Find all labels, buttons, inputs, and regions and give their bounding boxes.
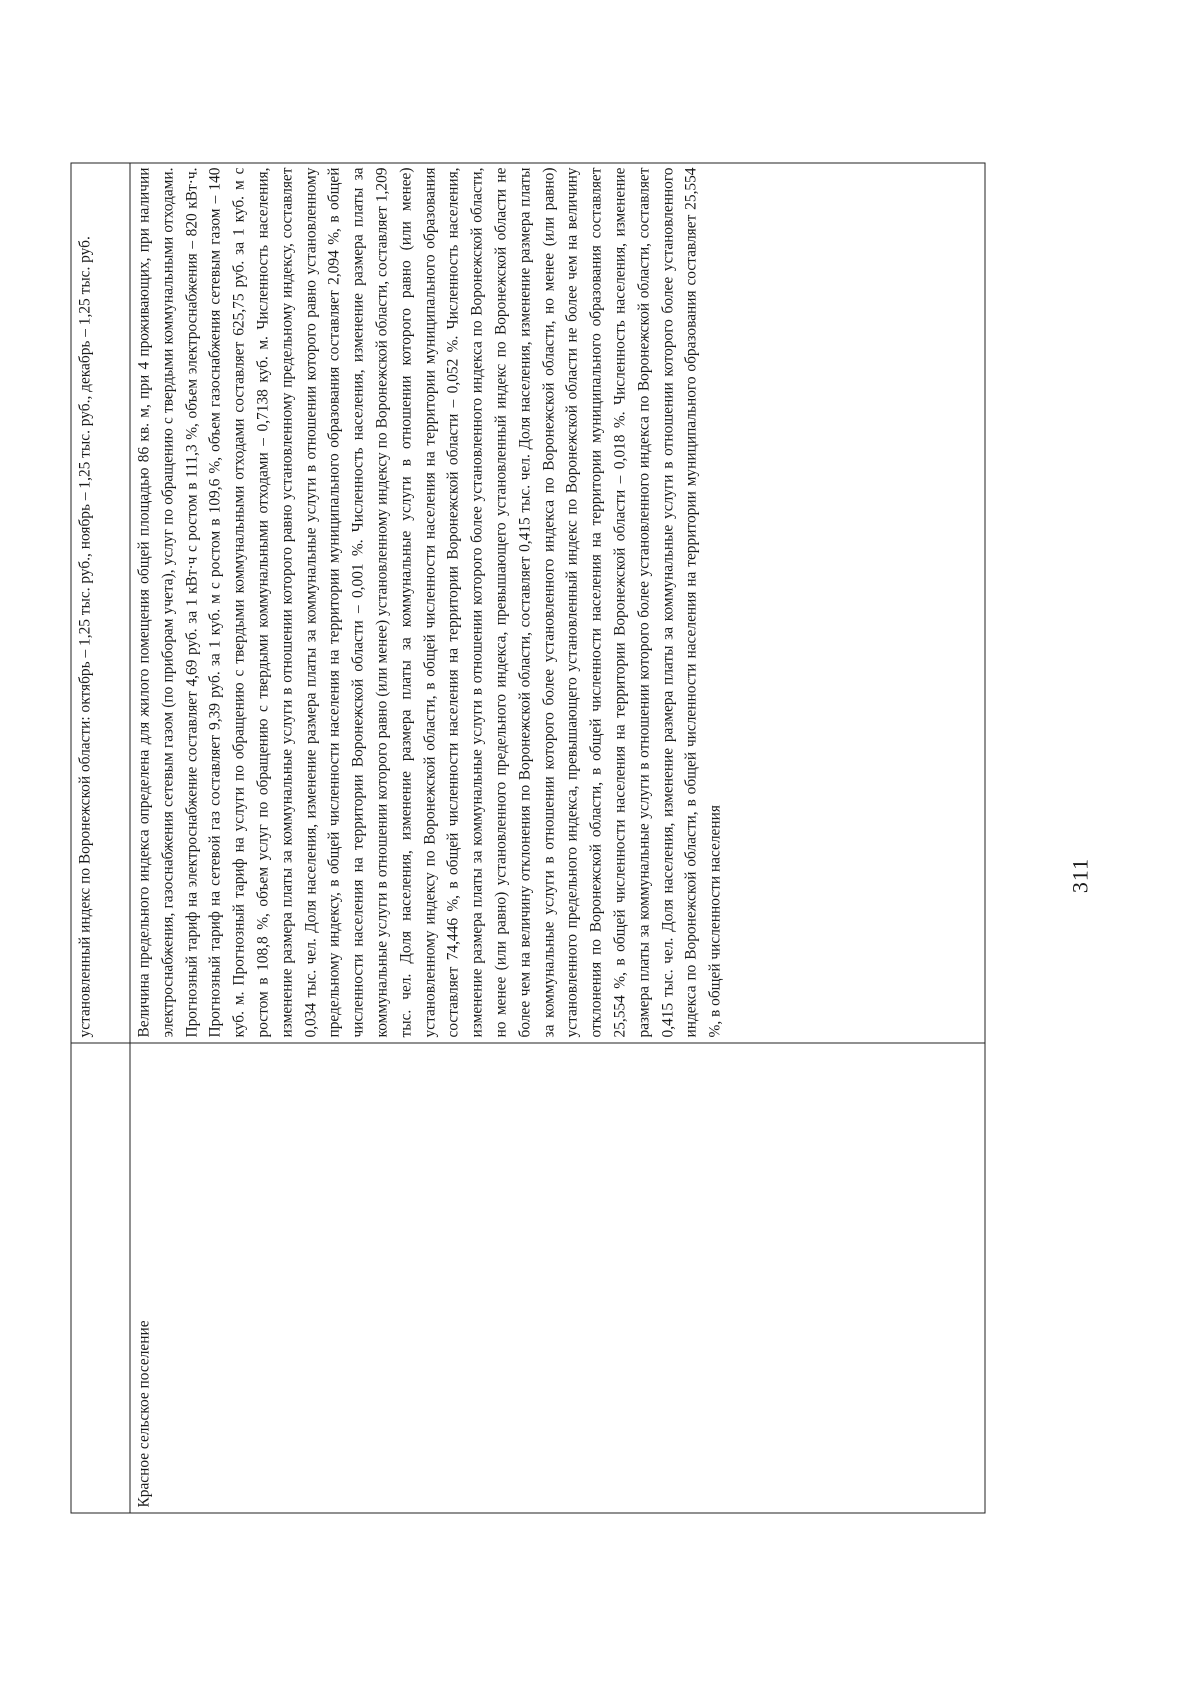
page-number: 311 [1067, 857, 1093, 894]
table-row [130, 163, 985, 1513]
settlement-cell: Красное сельское поселение [130, 1043, 985, 1513]
document-table [71, 163, 986, 1514]
settlement-cell [71, 1043, 130, 1513]
description-cell: Величина предельного индекса определена для жилого помещения общей площадью 86 кв. м, при 4 проживающих, при наличии электроснабжения, газоснабжения сетевым газом (по приборам учета), услуг по обращению с твердыми коммунальными отходами. Прогнозный тариф на электроснабжение составляет 4,69 руб. за 1 кВт·ч с ростом в 111,3 %, объем электроснабжения – 820 кВт·ч. Прогнозный тариф на сетевой газ составляет 9,39 руб. за 1 куб. м с ростом в 109,6 %, объем газоснабжения сетевым газом – 140 куб. м. Прогнозный тариф на услуги по обращению с твердыми коммунальными отходами составляет 625,75 руб. за 1 куб. м с ростом в 108,8 %, объем услуг по обращению с твердыми коммунальными отходами – 0,7138 куб. м. Численность населения, изменение размера платы за коммунальные услуги в отношении которого равно установленному предельному индексу, составляет 0,034 тыс. чел. Доля населения, изменение размера платы за коммунальные услуги в отношении которого равно установленному предельному индексу, в общей численности населения на территории муниципального образования составляет 2,094 %, в общей численности населения на территории Воронежской области – 0,001 %. Численность населения, изменение размера платы за коммунальные услуги в отношении которого равно (или менее) установленному индексу по Воронежской области, составляет 1,209 тыс. чел. Доля населения, изменение размера платы за коммунальные услуги в отношении которого равно (или менее) установленному индексу по Воронежской области, в общей численности населения на территории муниципального образования составляет 74,446 %, в общей численности населения на территории Воронежской области – 0,052 %. Численность населения, изменение размера платы за коммунальные услуги в отношении которого более установленного индекса по Воронежской области, но менее (или равно) установленного предельного индекса, превышающего установленный индекс по Воронежской области не более чем на величину отклонения по Воронежской области, составляет 0,415 тыс. чел. Доля населения, изменение размера платы за коммунальные услуги в отношении которого более установленного индекса по Воронежской области, но менее (или равно) установленного предельного индекса, превышающего установленный индекс по Воронежской области не более чем на величину отклонения по Воронежской области, в общей численности населения на территории муниципального образования составляет 25,554 %, в общей численности населения на территории Воронежской области – 0,018 %. Численность населения, изменение размера платы за коммунальные услуги в отношении которого более установленного индекса по Воронежской области, составляет 0,415 тыс. чел. Доля населения, изменение размера платы за коммунальные услуги в отношении которого более установленного индекса по Воронежской области, в общей численности населения на территории муниципального образования составляет 25,554 %, в общей численности населения [130, 163, 985, 1043]
rotated-page [52, 167, 1147, 1508]
description-cell: установленный индекс по Воронежской области: октябрь – 1,25 тыс. руб., ноябрь – 1,25 тыс. руб., декабрь – 1,25 тыс. руб. [71, 163, 130, 1043]
page-canvas [53, 104, 1148, 1604]
table-row [71, 163, 130, 1513]
